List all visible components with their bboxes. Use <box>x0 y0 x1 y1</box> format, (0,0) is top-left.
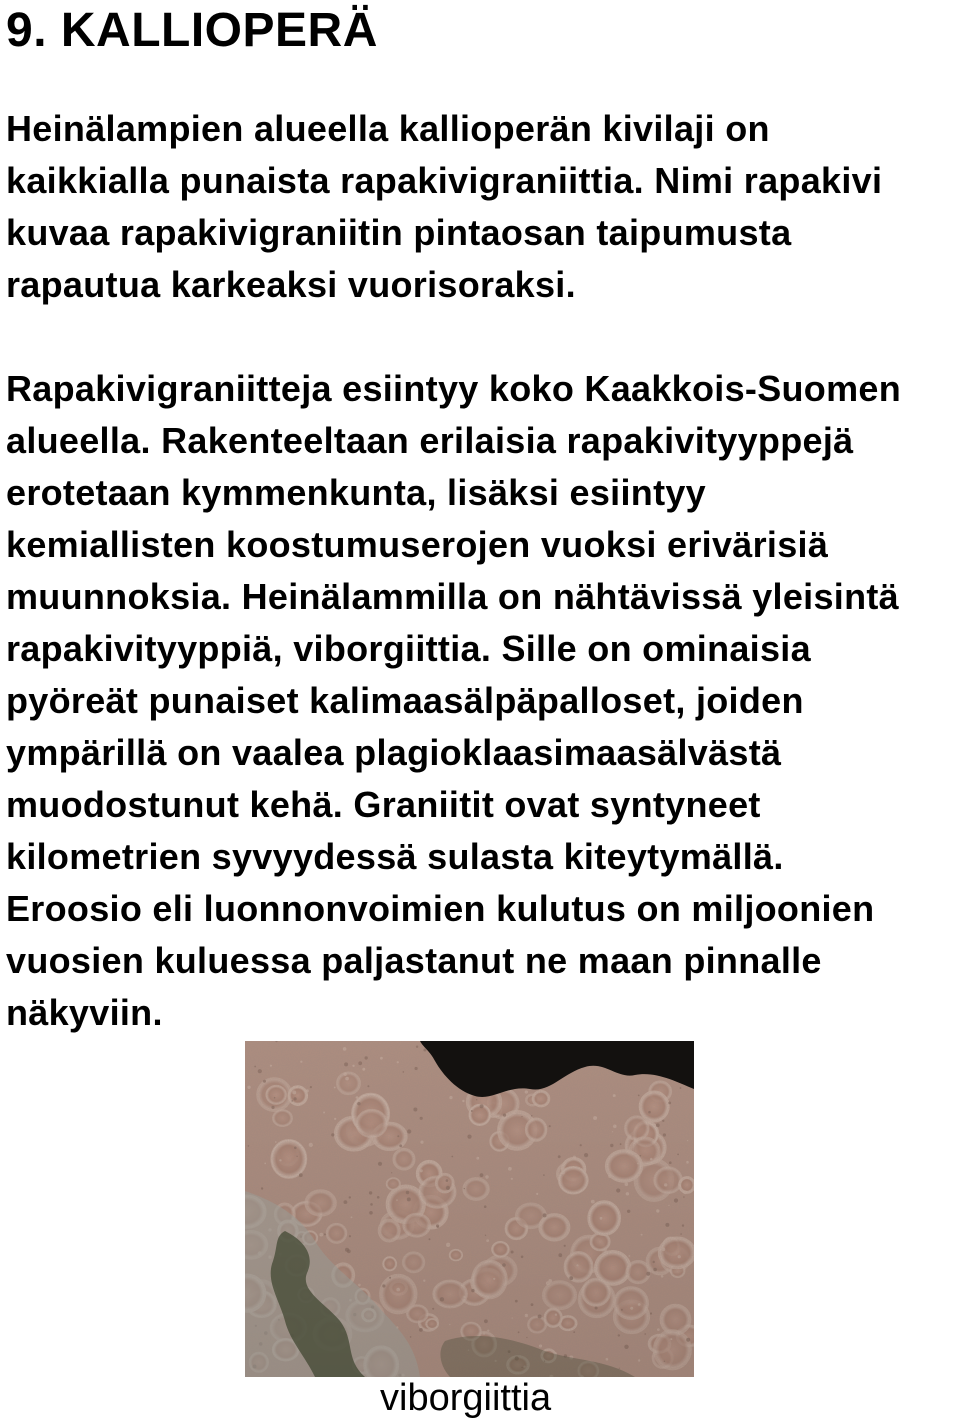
paragraph-line: pyöreät punaiset kalimaasälpäpalloset, joiden <box>6 680 804 721</box>
paragraph-line: rapakivityyppiä, viborgiittia. Sille on ominaisia <box>6 628 811 669</box>
paragraph-line: muunnoksia. Heinälammilla on nähtävissä yleisintä <box>6 576 899 617</box>
paragraph-line: ympärillä on vaalea plagioklaasimaasälvästä <box>6 732 782 773</box>
paragraph-line: rapautua karkeaksi vuorisoraksi. <box>6 264 576 305</box>
description-paragraph <box>6 363 956 1039</box>
paragraph-line: Rapakivigraniitteja esiintyy koko Kaakkois-Suomen <box>6 368 902 409</box>
paragraph-line: Heinälampien alueella kallioperän kivilaji on <box>6 108 770 149</box>
intro-paragraph <box>6 103 956 311</box>
paragraph-line: kilometrien syvyydessä sulasta kiteytymällä. <box>6 836 784 877</box>
paragraph-line: alueella. Rakenteeltaan erilaisia rapakivityyppejä <box>6 420 854 461</box>
viborgite-rock-image <box>245 1041 694 1377</box>
photo-shading <box>245 1041 694 1377</box>
rock-photo <box>245 1041 694 1377</box>
paragraph-line: kaikkialla punaista rapakivigraniittia. Nimi rapakivi <box>6 160 883 201</box>
paragraph-line: kuvaa rapakivigraniitin pintaosan taipumusta <box>6 212 792 253</box>
paragraph-line: näkyviin. <box>6 992 163 1033</box>
paragraph-line: kemiallisten koostumuserojen vuoksi erivärisiä <box>6 524 829 565</box>
paragraph-line: vuosien kuluessa paljastanut ne maan pinnalle <box>6 940 822 981</box>
photo-caption: viborgiittia <box>380 1377 552 1419</box>
paragraph-line: Eroosio eli luonnonvoimien kulutus on miljoonien <box>6 888 875 929</box>
paragraph-line: muodostunut kehä. Graniitit ovat syntyneet <box>6 784 761 825</box>
page-title: 9. KALLIOPERÄ <box>6 4 378 57</box>
paragraph-line: erotetaan kymmenkunta, lisäksi esiintyy <box>6 472 707 513</box>
